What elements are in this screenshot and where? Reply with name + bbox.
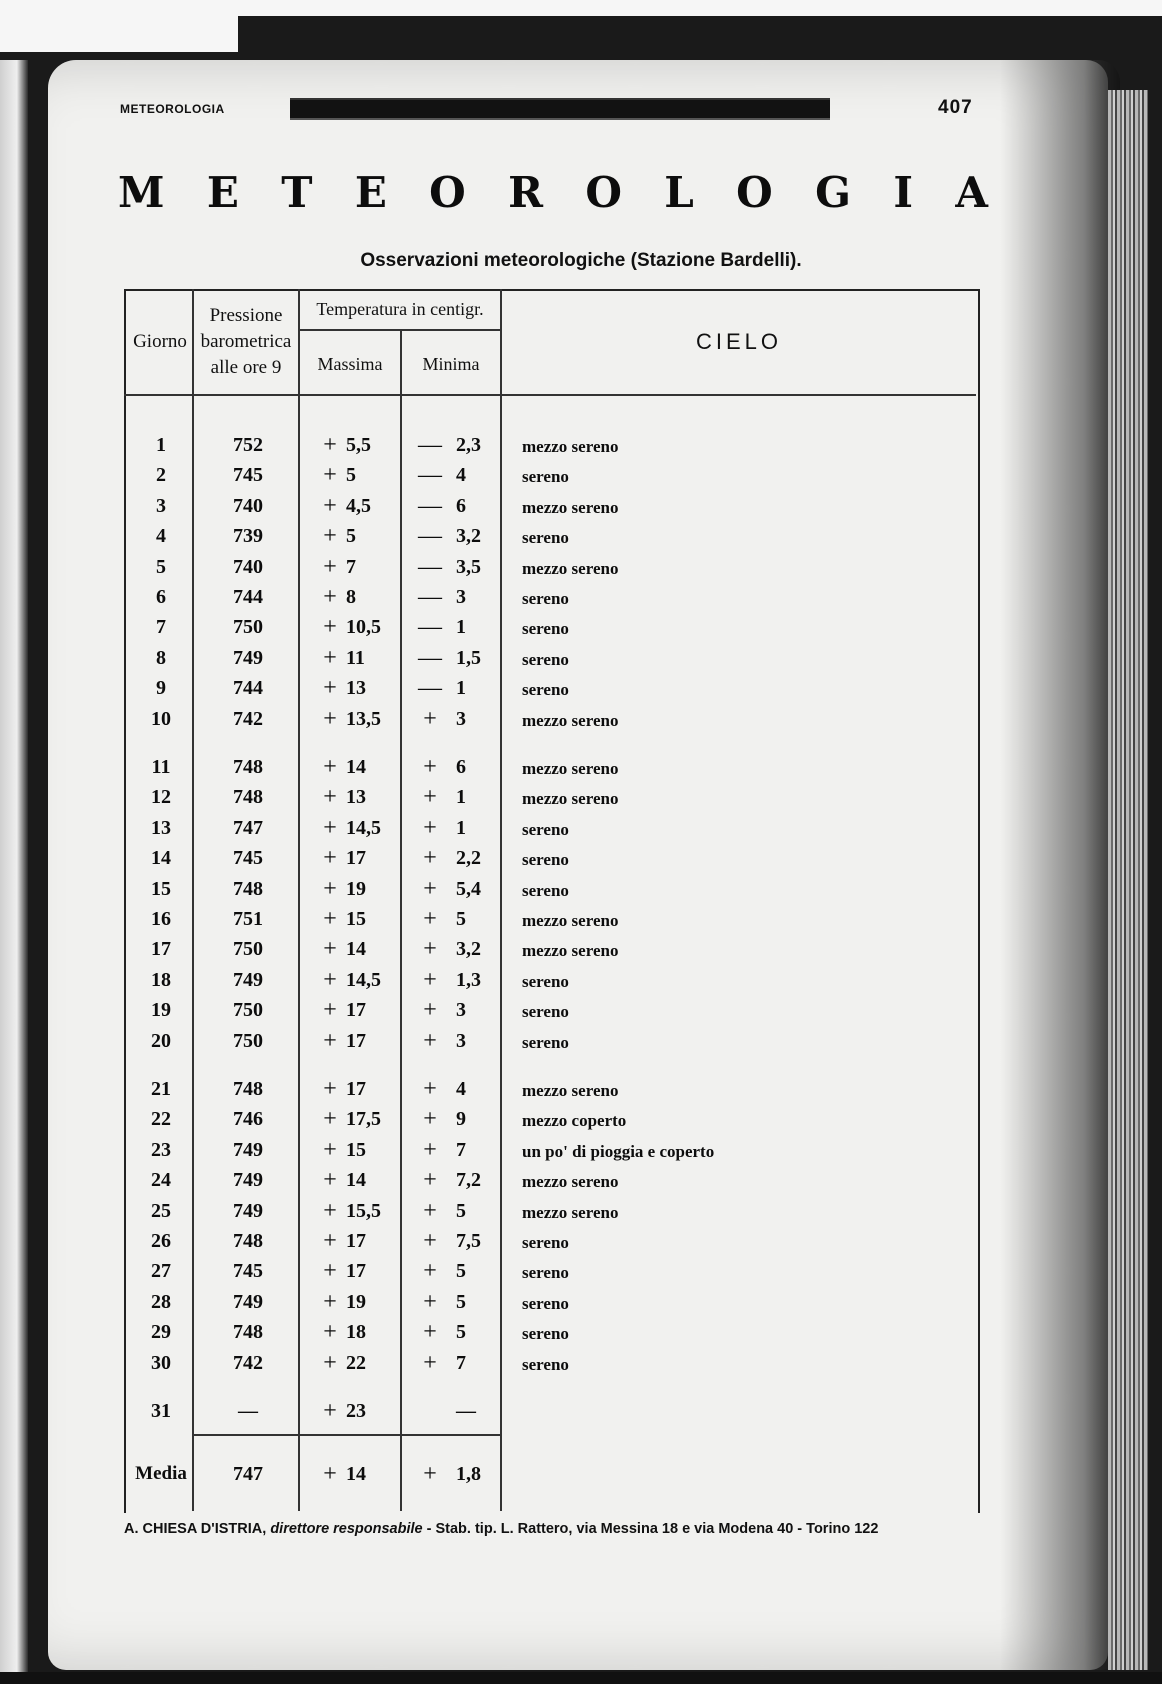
massima-cell: 13 [346, 677, 366, 700]
max-sign-cell: + [323, 966, 337, 993]
table-rule-horizontal [124, 394, 976, 396]
massima-cell: 22 [346, 1351, 366, 1374]
table-caption: Osservazioni meteorologiche (Stazione Bardelli). [360, 250, 802, 271]
massima-cell: 17 [346, 1029, 366, 1052]
minima-cell: 1 [456, 677, 466, 700]
day-cell: 9 [156, 677, 166, 700]
media-pressione: 747 [233, 1463, 263, 1485]
pressione-cell: 750 [233, 999, 263, 1022]
day-cell: 27 [151, 1260, 171, 1283]
minima-cell: 3,5 [456, 555, 481, 578]
title-letter: R [508, 168, 544, 217]
day-cell: 12 [151, 786, 171, 809]
massima-cell: 17,5 [346, 1108, 381, 1131]
cielo-cell: sereno [522, 467, 569, 487]
scan-border-bottom [0, 1672, 1162, 1684]
pressione-cell: 740 [233, 555, 263, 578]
massima-cell: 13,5 [346, 707, 381, 730]
min-sign-cell: — [418, 675, 442, 702]
min-sign-cell: + [423, 1106, 437, 1133]
massima-cell: 10,5 [346, 616, 381, 639]
cielo-cell: mezzo sereno [522, 911, 619, 930]
pressione-cell: 749 [233, 1290, 263, 1313]
massima-cell: 14 [346, 938, 366, 961]
cielo-cell: sereno [522, 1354, 569, 1374]
pressione-cell: 744 [233, 677, 263, 700]
massima-cell: 14,5 [346, 968, 381, 991]
footer-name: A. CHIESA D'ISTRIA, [124, 1521, 267, 1537]
massima-cell: 5,5 [346, 434, 371, 456]
media-minima: 1,8 [456, 1463, 481, 1485]
min-sign-cell: + [423, 1349, 437, 1376]
cielo-cell: sereno [522, 589, 569, 608]
page-binding-shadow [1000, 60, 1120, 1670]
day-cell: 8 [156, 646, 166, 669]
massima-cell: 17 [346, 1078, 366, 1100]
day-cell: 31 [151, 1400, 171, 1422]
title-letter: L [664, 168, 694, 217]
header-minima: Minima [422, 354, 480, 374]
day-cell: 15 [151, 877, 171, 900]
cielo-cell: mezzo sereno [522, 1172, 619, 1192]
day-cell: 28 [151, 1290, 171, 1313]
max-sign-cell: + [323, 584, 337, 610]
minima-cell: 7,2 [456, 1169, 481, 1192]
minima-cell: 5 [456, 1260, 466, 1283]
massima-cell: 7 [346, 555, 356, 578]
title-letter: O [736, 168, 773, 217]
min-sign-cell: — [418, 584, 442, 610]
max-sign-cell: + [323, 1027, 337, 1054]
massima-cell: 15,5 [346, 1199, 381, 1222]
massima-cell: 23 [346, 1400, 366, 1422]
cielo-cell: sereno [522, 1324, 569, 1344]
cielo-cell: mezzo sereno [522, 941, 619, 961]
minima-cell: 6 [456, 756, 466, 778]
max-sign-cell: + [323, 1258, 337, 1285]
max-sign-cell: + [323, 1136, 337, 1163]
min-sign-cell: + [423, 845, 437, 872]
max-sign-cell: + [323, 492, 337, 519]
min-sign-cell: + [423, 754, 437, 780]
min-sign-cell: + [423, 1076, 437, 1102]
min-sign-cell: + [423, 1197, 437, 1224]
min-sign-cell: + [423, 997, 437, 1024]
day-cell: 16 [151, 908, 171, 930]
pressione-cell: 749 [233, 968, 263, 991]
pressione-cell: 748 [233, 877, 263, 900]
massima-cell: 14 [346, 1169, 366, 1192]
max-sign-cell: + [323, 675, 337, 702]
media-max-sign: + [323, 1461, 337, 1487]
scan-border-corner [0, 0, 238, 52]
header-massima: Massima [317, 354, 383, 374]
cielo-cell: sereno [522, 1263, 569, 1283]
max-sign-cell: + [323, 906, 337, 932]
imprint-footer [124, 1521, 984, 1537]
minima-cell: 5,4 [456, 877, 481, 900]
max-sign-cell: + [323, 1398, 337, 1424]
cielo-cell: sereno [522, 1032, 569, 1052]
minima-cell: 5 [456, 908, 466, 930]
massima-cell: 14,5 [346, 816, 381, 839]
day-cell: 29 [151, 1321, 171, 1344]
max-sign-cell: + [323, 462, 337, 489]
header-pressione-line2: barometrica [200, 331, 292, 352]
cielo-cell: sereno [522, 528, 569, 548]
min-sign-cell: + [423, 1136, 437, 1163]
minima-cell: 3 [456, 586, 466, 608]
day-cell: 4 [156, 525, 166, 548]
max-sign-cell: + [323, 936, 337, 963]
pressione-cell: 740 [233, 494, 263, 517]
pressione-cell: 748 [233, 1078, 263, 1100]
header-giorno: Giorno [133, 331, 187, 352]
decorative-header-bar [290, 98, 830, 120]
pressione-cell: 747 [233, 816, 263, 839]
minima-cell: 3 [456, 1029, 466, 1052]
day-cell: 7 [156, 616, 166, 639]
max-sign-cell: + [323, 875, 337, 902]
footer-printer: - Stab. tip. L. Rattero, via Messina 18 e via Modena 40 - Torino 122 [426, 1521, 879, 1537]
minima-cell: 1 [456, 816, 466, 839]
min-sign-cell: — [418, 432, 442, 458]
pressione-cell: 750 [233, 938, 263, 961]
min-sign-cell: + [423, 906, 437, 932]
pressione-cell: 744 [233, 586, 263, 608]
max-sign-cell: + [323, 1076, 337, 1102]
header-pressione-line3: alle ore 9 [210, 357, 282, 378]
massima-cell: 19 [346, 1290, 366, 1313]
pressione-cell: 745 [233, 464, 263, 487]
max-sign-cell: + [323, 814, 337, 841]
cielo-cell: sereno [522, 649, 569, 669]
minima-cell: 7,5 [456, 1230, 481, 1252]
massima-cell: 19 [346, 877, 366, 900]
max-sign-cell: + [323, 1197, 337, 1224]
pressione-cell: 748 [233, 1321, 263, 1344]
min-sign-cell: — [418, 462, 442, 489]
page-number: 407 [938, 97, 973, 118]
title-letter: G [815, 168, 851, 217]
massima-cell: 17 [346, 1260, 366, 1283]
day-cell: 14 [151, 847, 171, 870]
minima-cell: 6 [456, 494, 466, 517]
day-cell: 10 [151, 707, 171, 730]
max-sign-cell: + [323, 614, 337, 641]
title-letter: E [206, 168, 239, 217]
pressione-cell: 749 [233, 1169, 263, 1192]
day-cell: 1 [156, 434, 166, 456]
header-pressione-line1: Pressione [209, 305, 283, 326]
minima-cell: 9 [456, 1108, 466, 1131]
min-sign-cell: + [423, 1258, 437, 1285]
cielo-cell: sereno [522, 880, 569, 900]
cielo-cell: mezzo sereno [522, 789, 619, 809]
cielo-cell: mezzo sereno [522, 710, 619, 730]
min-sign-cell: + [423, 784, 437, 811]
minima-cell: 1 [456, 616, 466, 639]
pressione-cell: 745 [233, 847, 263, 870]
cielo-cell: mezzo sereno [522, 1081, 619, 1100]
massima-cell: 14 [346, 756, 366, 778]
pressione-cell: 750 [233, 616, 263, 639]
day-cell: 6 [156, 586, 166, 608]
max-sign-cell: + [323, 784, 337, 811]
cielo-cell: sereno [522, 971, 569, 991]
min-sign-cell: — [418, 644, 442, 671]
minima-cell: 7 [456, 1138, 466, 1161]
max-sign-cell: + [323, 1106, 337, 1133]
table-rule-vertical [192, 289, 194, 1511]
day-cell: 11 [151, 756, 171, 778]
max-sign-cell: + [323, 644, 337, 671]
min-sign-cell: — [418, 492, 442, 519]
cielo-cell: sereno [522, 850, 569, 870]
pressione-cell: 742 [233, 1351, 263, 1374]
media-massima: 14 [346, 1463, 366, 1485]
min-sign-cell: + [423, 936, 437, 963]
max-sign-cell: + [323, 997, 337, 1024]
cielo-cell: sereno [522, 1233, 569, 1252]
minima-cell: 7 [456, 1351, 466, 1374]
day-cell: 5 [156, 555, 166, 578]
title-letter: O [429, 168, 466, 217]
massima-cell: 5 [346, 525, 356, 548]
day-cell: 19 [151, 999, 171, 1022]
cielo-cell: mezzo coperto [522, 1111, 627, 1131]
day-cell: 2 [156, 464, 166, 487]
day-cell: 20 [151, 1029, 171, 1052]
pressione-cell: 745 [233, 1260, 263, 1283]
minima-cell: 4 [456, 1078, 466, 1100]
massima-cell: 15 [346, 1138, 366, 1161]
min-sign-cell: + [423, 1288, 437, 1315]
massima-cell: 17 [346, 1230, 366, 1252]
cielo-cell: sereno [522, 1002, 569, 1022]
day-cell: 21 [151, 1078, 171, 1100]
day-cell: 18 [151, 968, 171, 991]
minima-cell: 2,3 [456, 434, 481, 456]
max-sign-cell: + [323, 432, 337, 458]
running-head: METEOROLOGIA [120, 102, 225, 116]
max-sign-cell: + [323, 1228, 337, 1254]
min-sign-cell: + [423, 1228, 437, 1254]
pressione-cell: 748 [233, 786, 263, 809]
title-letter: T [281, 168, 313, 217]
minima-cell: 1,5 [456, 646, 481, 669]
pressione-cell: 750 [233, 1029, 263, 1052]
minima-cell: — [456, 1400, 476, 1422]
cielo-cell: mezzo sereno [522, 1202, 619, 1222]
min-sign-cell: — [418, 553, 442, 580]
header-temperatura: Temperatura in centigr. [316, 299, 484, 319]
title-letter: I [893, 168, 913, 217]
cielo-cell: sereno [522, 680, 569, 700]
max-sign-cell: + [323, 1167, 337, 1194]
pressione-cell: 749 [233, 1199, 263, 1222]
cielo-cell: mezzo sereno [522, 759, 619, 778]
day-cell: 23 [151, 1138, 171, 1161]
cielo-cell: mezzo sereno [522, 558, 619, 578]
header-cielo: CIELO [695, 329, 783, 354]
massima-cell: 18 [346, 1321, 366, 1344]
minima-cell: 1,3 [456, 968, 481, 991]
day-cell: 25 [151, 1199, 171, 1222]
max-sign-cell: + [323, 1319, 337, 1346]
pressione-cell: 742 [233, 707, 263, 730]
max-sign-cell: + [323, 523, 337, 550]
title-letter: O [585, 168, 622, 217]
table-rule-horizontal [192, 1434, 500, 1436]
title-letter: M [118, 168, 165, 217]
massima-cell: 15 [346, 908, 366, 930]
pressione-cell: — [238, 1400, 258, 1422]
min-sign-cell: — [418, 523, 442, 550]
min-sign-cell: + [423, 1027, 437, 1054]
cielo-cell: sereno [522, 819, 569, 839]
media-label: Media [135, 1463, 187, 1484]
min-sign-cell: + [423, 966, 437, 993]
pressione-cell: 739 [233, 525, 263, 548]
pressione-cell: 749 [233, 646, 263, 669]
pressione-cell: 751 [233, 908, 263, 930]
minima-cell: 5 [456, 1321, 466, 1344]
massima-cell: 17 [346, 999, 366, 1022]
day-cell: 17 [151, 938, 171, 961]
massima-cell: 11 [346, 646, 365, 669]
pressione-cell: 749 [233, 1138, 263, 1161]
table-rule-vertical [298, 289, 300, 1511]
max-sign-cell: + [323, 553, 337, 580]
minima-cell: 1 [456, 786, 466, 809]
min-sign-cell: — [418, 614, 442, 641]
pressione-cell: 748 [233, 756, 263, 778]
min-sign-cell: + [423, 875, 437, 902]
page-title [118, 168, 988, 217]
day-cell: 22 [151, 1108, 171, 1131]
cielo-cell: mezzo sereno [522, 497, 619, 517]
cielo-cell: sereno [522, 1293, 569, 1313]
max-sign-cell: + [323, 754, 337, 780]
day-cell: 24 [151, 1169, 171, 1192]
title-letter: A [955, 168, 988, 217]
day-cell: 13 [151, 816, 171, 839]
pressione-cell: 746 [233, 1108, 263, 1131]
massima-cell: 8 [346, 586, 356, 608]
massima-cell: 5 [346, 464, 356, 487]
min-sign-cell: + [423, 1167, 437, 1194]
minima-cell: 4 [456, 464, 466, 487]
minima-cell: 3,2 [456, 525, 481, 548]
minima-cell: 2,2 [456, 847, 481, 870]
minima-cell: 5 [456, 1199, 466, 1222]
max-sign-cell: + [323, 1288, 337, 1315]
max-sign-cell: + [323, 845, 337, 872]
footer-role: direttore responsabile [270, 1521, 423, 1537]
title-letter: E [354, 168, 387, 217]
minima-cell: 3 [456, 999, 466, 1022]
day-cell: 30 [151, 1351, 171, 1374]
minima-cell: 3 [456, 707, 466, 730]
massima-cell: 4,5 [346, 494, 371, 517]
massima-cell: 17 [346, 847, 366, 870]
min-sign-cell: + [423, 1319, 437, 1346]
scan-left-edge [0, 60, 28, 1684]
table-rule-horizontal [298, 329, 500, 331]
pressione-cell: 748 [233, 1230, 263, 1252]
cielo-cell: mezzo sereno [522, 437, 619, 456]
day-cell: 26 [151, 1230, 171, 1252]
max-sign-cell: + [323, 1349, 337, 1376]
page-stack-edges [1108, 90, 1148, 1670]
cielo-cell: sereno [522, 619, 569, 639]
minima-cell: 5 [456, 1290, 466, 1313]
massima-cell: 13 [346, 786, 366, 809]
min-sign-cell: + [423, 705, 437, 732]
media-min-sign: + [423, 1461, 437, 1487]
min-sign-cell: + [423, 814, 437, 841]
minima-cell: 3,2 [456, 938, 481, 961]
day-cell: 3 [156, 494, 166, 517]
pressione-cell: 752 [233, 434, 263, 456]
cielo-cell: un po' di pioggia e coperto [522, 1141, 715, 1161]
max-sign-cell: + [323, 705, 337, 732]
